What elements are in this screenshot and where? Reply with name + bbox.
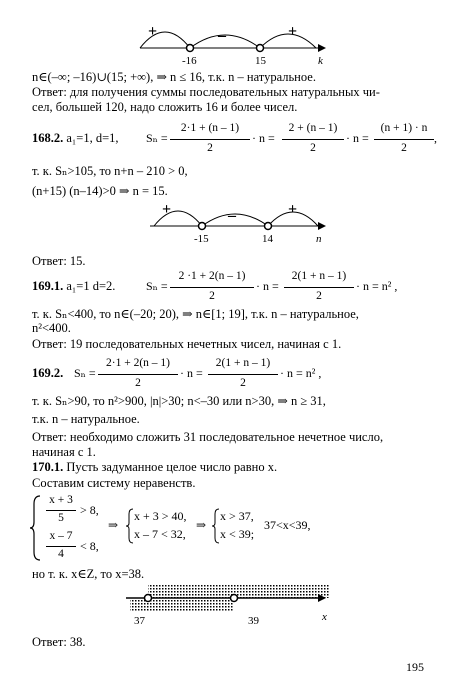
text-line: т.к. n – натуральное. — [32, 412, 140, 426]
problem-label: 169.2. — [32, 366, 64, 380]
svg-text:39: 39 — [248, 615, 259, 626]
sign-3: + — [288, 23, 298, 40]
problem-label: 169.1. — [32, 279, 64, 293]
svg-text:37: 37 — [134, 615, 145, 626]
text-line: Ответ: для получения суммы последовательных натуральных чи- — [32, 85, 380, 99]
svg-text:14: 14 — [262, 233, 273, 245]
implies: ⇒ — [108, 518, 119, 532]
text-line: n∈(–∞; –16)∪(15; +∞), ⇒ n ≤ 16, т.к. n – натуральное. — [32, 70, 316, 84]
text-line: но т. к. x∈Z, то x=38. — [32, 567, 145, 581]
text-line: т. к. Sₙ>105, то n+n – 210 > 0, — [32, 164, 188, 178]
text-line: (n+15) (n–14)>0 ⇒ n = 15. — [32, 184, 168, 198]
svg-text:-15: -15 — [194, 233, 209, 245]
point-left: -16 — [182, 55, 197, 67]
system-brace — [30, 494, 42, 562]
textbook-page: + – + -16 15 k n∈(–∞; –16)∪(15; +∞), ⇒ n ≤ 16, т.к. n – натуральное. Ответ: для получения суммы последовательных натуральных чи- сел, большей 120, надо сложить 16 и более чисел. 168.2. a₁=1, d=1, Sₙ = 2·1 + (n – 1) 2 · n = 2 + (n – 1) 2 · n = (n + 1) · n 2 , т. к. Sₙ>105, то n+n – 210 > 0, (n+15) (n–14)>0 ⇒ n = 15. + – + -15 14 n Ответ: 15. 169.1. a₁=1 d=2. Sₙ = 2 ·1 + 2(n – 1) 2 · n = 2(1 + n – 1) 2 · n = n² , т. к. Sₙ<400, то n∈(–20; 20), ⇒ n∈[1; 19], т.к. n – натуральное, n²<400. Ответ: 19 последовательных нечетных чисел, начиная с 1. 169.2. Sₙ = 2·1 + 2(n – 1) 2 · n = 2(1 + n – 1) 2 · n = n² , т. к. Sₙ>90, то n²>900, |n|>30; n<–30 или n>30, ⇒ n ≥ 31, т.к. n – натуральное. Ответ: необходимо сложить 31 последовательное нечетное число, начиная с 1. 170.1. Пусть задуманное целое число равно x. Составим систему неравенств. x + 3 5 > 8, x – 7 4 < 8, ⇒ x + 3 > 40, x – 7 < 32, ⇒ x > 37, x < 39; 37<x<39, но т. к. x∈Z, то x=38. 37 39 x Ответ: 38. 195 — [0, 0, 456, 679]
page-number: 195 — [406, 660, 424, 674]
hatched-number-line — [120, 576, 340, 626]
text-line: т. к. Sₙ>90, то n²>900, |n|>30; n<–30 или n>30, ⇒ n ≥ 31, — [32, 394, 326, 408]
sign-chart-n — [140, 194, 340, 248]
answer: Ответ: необходимо сложить 31 последовательное нечетное число, — [32, 430, 384, 444]
answer: начиная с 1. — [32, 445, 96, 459]
answer: Ответ: 19 последовательных нечетных чисел, начиная с 1. — [32, 337, 342, 351]
text-line: т. к. Sₙ<400, то n∈(–20; 20), ⇒ n∈[1; 19], т.к. n – натуральное, — [32, 307, 359, 321]
axis-var: k — [318, 55, 323, 67]
sign-1: + — [148, 23, 158, 40]
answer: Ответ: 15. — [32, 254, 86, 268]
text-line: сел, большей 120, надо сложить 16 и более чисел. — [32, 100, 298, 114]
point-right: 15 — [255, 55, 266, 67]
svg-text:+: + — [162, 201, 172, 218]
sign-2: – — [218, 27, 226, 44]
answer: Ответ: 38. — [32, 635, 86, 649]
svg-text:n: n — [316, 233, 322, 245]
text-line: n²<400. — [32, 321, 71, 335]
problem-label: 168.2. — [32, 131, 64, 145]
formula-sn: Sₙ = — [146, 131, 168, 145]
text-line: Составим систему неравенств. — [32, 476, 196, 490]
svg-text:+: + — [288, 201, 298, 218]
svg-text:x: x — [322, 611, 327, 623]
problem-label: 170.1. — [32, 460, 64, 474]
svg-text:–: – — [228, 207, 236, 224]
sign-chart-k — [130, 14, 330, 68]
